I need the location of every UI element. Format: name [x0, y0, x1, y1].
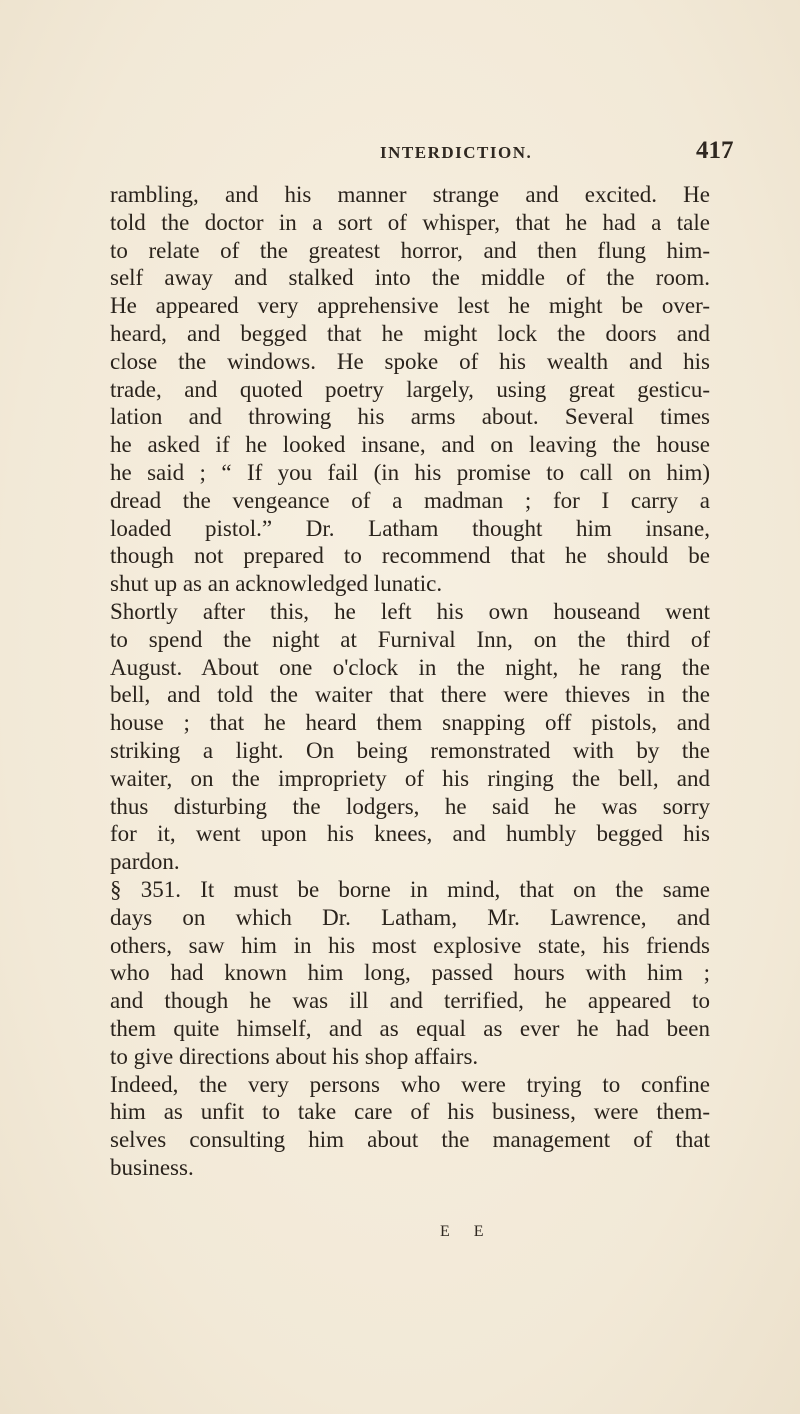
text-line: rambling, and his manner strange and excited. He: [110, 182, 710, 207]
running-head-title: INTERDICTION.: [380, 143, 533, 162]
text-line: Indeed, the very persons who were trying to confine: [110, 1071, 710, 1097]
text-line: selves consulting him about the management of that: [110, 1127, 710, 1153]
text-line: striking a light. On being remonstrated with by the: [110, 737, 710, 763]
text-line: though not prepared to recommend that he should be: [110, 543, 710, 569]
paragraph-end-line: shut up as an acknowledged lunatic.: [110, 571, 443, 597]
text-line: days on which Dr. Latham, Mr. Lawrence, and: [110, 904, 710, 930]
section-351-line: § 351. It must be borne in mind, that on the same: [110, 876, 710, 902]
text-line: heard, and begged that he might lock the doors and: [110, 320, 710, 346]
text-line: Shortly after this, he left his own houseand went: [110, 598, 710, 624]
text-line: them quite himself, and as equal as ever he had been: [110, 1015, 710, 1041]
text-line: he said ; “ If you fail (in his promise to call on him): [110, 459, 710, 485]
text-line: August. About one o'clock in the night, he rang the: [110, 654, 710, 680]
text-line: him as unfit to take care of his business, were them-: [110, 1099, 710, 1125]
text-line: self away and stalked into the middle of the room.: [110, 265, 710, 291]
text-line: close the windows. He spoke of his wealth and his: [110, 348, 710, 374]
running-head: [0, 137, 800, 167]
text-line: to relate of the greatest horror, and then flung him-: [110, 237, 710, 263]
text-line: to spend the night at Furnival Inn, on the third of: [110, 626, 710, 652]
text-line: bell, and told the waiter that there were thieves in the: [110, 682, 710, 708]
body-text: [110, 181, 710, 1182]
text-line: dread the vengeance of a madman ; for I carry a: [110, 487, 710, 513]
text-line: others, saw him in his most explosive state, his friends: [110, 932, 710, 958]
text-line: loaded pistol.” Dr. Latham thought him insane,: [110, 515, 710, 541]
text-line: He appeared very apprehensive lest he might be over-: [110, 293, 710, 319]
text-line: told the doctor in a sort of whisper, that he had a tale: [110, 209, 710, 235]
text-line: thus disturbing the lodgers, he said he was sorry: [110, 793, 710, 819]
page-number: 417: [696, 137, 734, 164]
text-line: trade, and quoted poetry largely, using great gesticu-: [110, 376, 710, 402]
text-line: who had known him long, passed hours with him ;: [110, 960, 710, 986]
paragraph-end-line: business.: [110, 1154, 194, 1180]
paragraph-end-line: pardon.: [110, 849, 180, 875]
paragraph-end-line: to give directions about his shop affairs.: [110, 1043, 479, 1069]
text-line: for it, went upon his knees, and humbly begged his: [110, 821, 710, 847]
signature-mark: E E: [440, 1223, 494, 1240]
text-line: and though he was ill and terrified, he appeared to: [110, 988, 710, 1014]
text-line: house ; that he heard them snapping off pistols, and: [110, 710, 710, 736]
text-line: he asked if he looked insane, and on leaving the house: [110, 432, 710, 458]
text-line: lation and throwing his arms about. Several times: [110, 404, 710, 430]
text-line: waiter, on the impropriety of his ringing the bell, and: [110, 765, 710, 791]
